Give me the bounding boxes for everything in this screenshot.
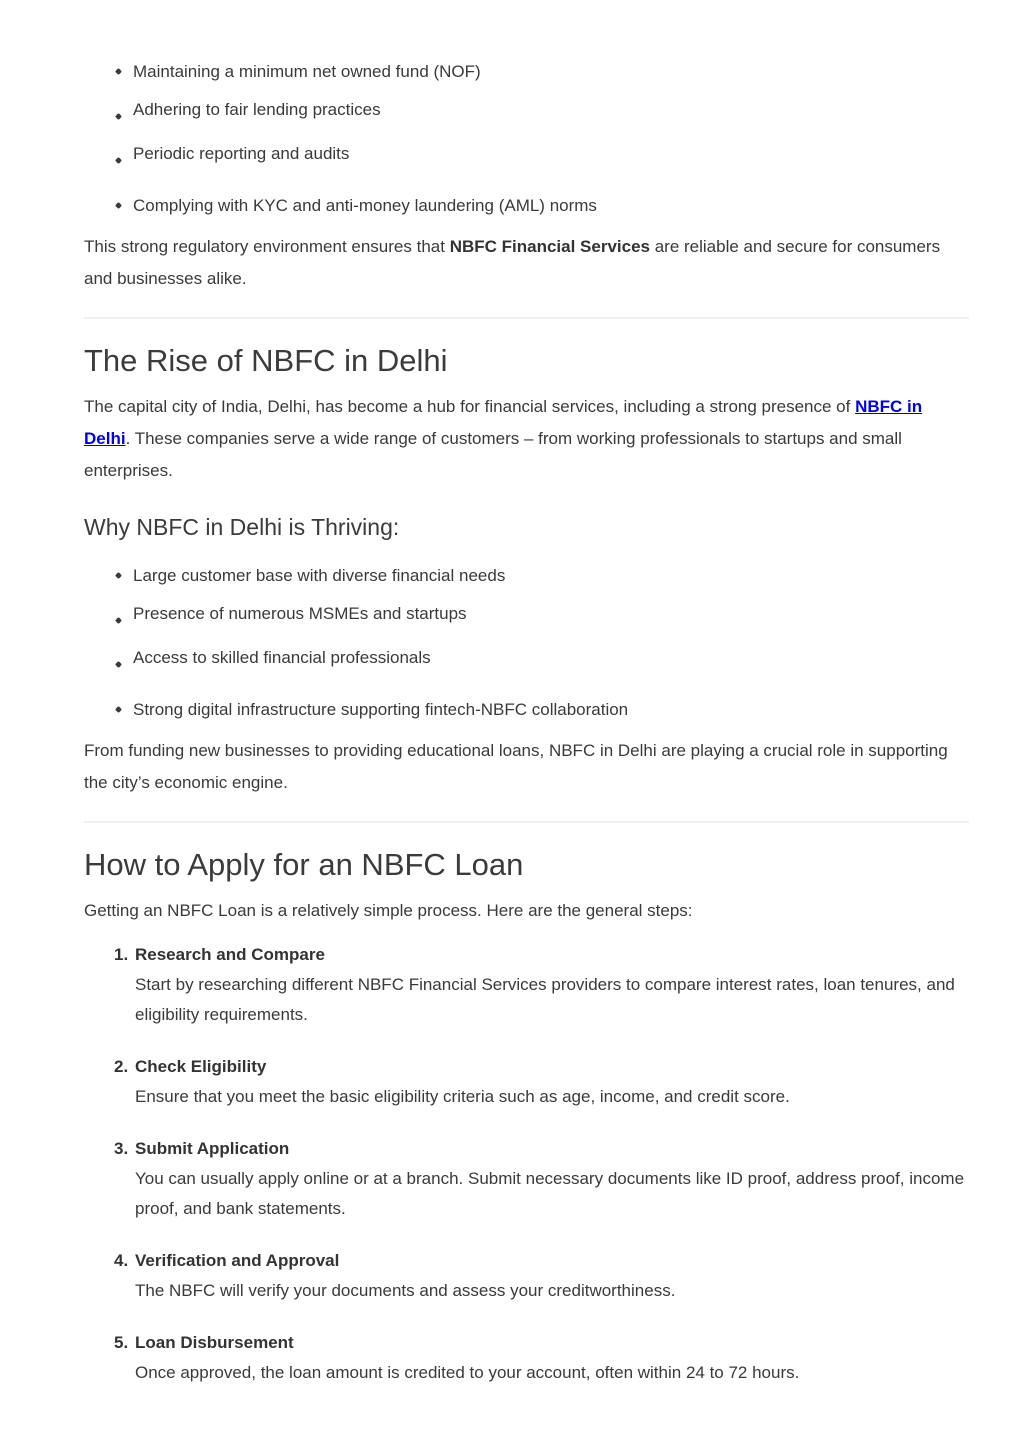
- text-segment: . These companies serve a wide range of customers – from working professionals to startups and small enterprises.: [84, 429, 902, 480]
- bullet-icon: [115, 202, 122, 209]
- step-title: Verification and Approval: [135, 1251, 340, 1270]
- bold-text: NBFC Financial Services: [449, 237, 650, 256]
- step-number: 3.: [114, 1139, 129, 1158]
- text-segment: The capital city of India, Delhi, has become a hub for financial services, including a strong presence of: [84, 397, 856, 416]
- list-item-text: Periodic reporting and audits: [133, 144, 350, 163]
- step-item: [84, 1328, 969, 1388]
- bullet-icon: [115, 661, 122, 668]
- thriving-subheading: Why NBFC in Delhi is Thriving:: [84, 514, 400, 540]
- step-title: Research and Compare: [135, 945, 325, 964]
- list-item-text: Presence of numerous MSMEs and startups: [133, 604, 467, 623]
- step-title: Submit Application: [135, 1139, 290, 1158]
- nbfc-in-delhi-link[interactable]: NBFC in Delhi: [84, 397, 923, 448]
- step-item: [84, 1134, 969, 1224]
- bullet-icon: [115, 706, 122, 713]
- list-item: [84, 642, 969, 674]
- list-item: [84, 598, 969, 630]
- rise-closing-paragraph: From funding new businesses to providing educational loans, NBFC in Delhi are playing a crucial role in supporting the city’s economic engine.: [84, 741, 948, 792]
- step-description: You can usually apply online or at a branch. Submit necessary documents like ID proof, address proof, income proof, and bank statements.: [135, 1169, 965, 1218]
- step-number: 5.: [114, 1333, 129, 1352]
- list-item-text: Strong digital infrastructure supporting fintech-NBFC collaboration: [133, 700, 629, 719]
- apply-intro-paragraph: Getting an NBFC Loan is a relatively simple process. Here are the general steps:: [84, 901, 693, 920]
- bullet-icon: [115, 617, 122, 624]
- step-title: Check Eligibility: [135, 1057, 267, 1076]
- bullet-icon: [115, 68, 122, 75]
- apply-section-heading: How to Apply for an NBFC Loan: [84, 847, 524, 882]
- list-item-text: Complying with KYC and anti-money laundering (AML) norms: [133, 196, 597, 215]
- regulatory-closing-paragraph: [84, 231, 969, 295]
- section-divider: [84, 317, 969, 319]
- step-description: The NBFC will verify your documents and assess your creditworthiness.: [135, 1281, 676, 1300]
- bullet-icon: [115, 572, 122, 579]
- step-item: [84, 940, 969, 1030]
- apply-steps-list: [84, 940, 969, 1388]
- step-number: 2.: [114, 1057, 129, 1076]
- list-item: [84, 94, 969, 126]
- text-segment: This strong regulatory environment ensures that: [84, 237, 450, 256]
- step-description: Ensure that you meet the basic eligibility criteria such as age, income, and credit score.: [135, 1087, 790, 1106]
- rise-section-heading: The Rise of NBFC in Delhi: [84, 343, 448, 378]
- list-item: [84, 190, 969, 222]
- step-description: Once approved, the loan amount is credited to your account, often within 24 to 72 hours.: [135, 1363, 800, 1382]
- list-item-text: Adhering to fair lending practices: [133, 100, 381, 119]
- step-title: Loan Disbursement: [135, 1333, 294, 1352]
- list-item-text: Access to skilled financial professionals: [133, 648, 431, 667]
- list-item: [84, 694, 969, 726]
- step-item: [84, 1052, 969, 1112]
- step-number: 1.: [114, 945, 129, 964]
- text-segment: are reliable and secure for consumers and businesses alike.: [84, 237, 941, 288]
- list-item-text: Maintaining a minimum net owned fund (NOF): [133, 62, 481, 81]
- step-number: 4.: [114, 1251, 129, 1270]
- list-item: [84, 56, 969, 88]
- list-item: [84, 138, 969, 170]
- regulatory-bullet-list: [84, 56, 969, 222]
- list-item-text: Large customer base with diverse financial needs: [133, 566, 506, 585]
- step-item: [84, 1246, 969, 1306]
- rise-paragraph: [84, 391, 969, 487]
- section-divider: [84, 821, 969, 823]
- bullet-icon: [115, 113, 122, 120]
- thriving-bullet-list: [84, 560, 969, 726]
- list-item: [84, 560, 969, 592]
- step-description: Start by researching different NBFC Financial Services providers to compare interest rates, loan tenures, and eligibility requirements.: [135, 975, 955, 1024]
- bullet-icon: [115, 157, 122, 164]
